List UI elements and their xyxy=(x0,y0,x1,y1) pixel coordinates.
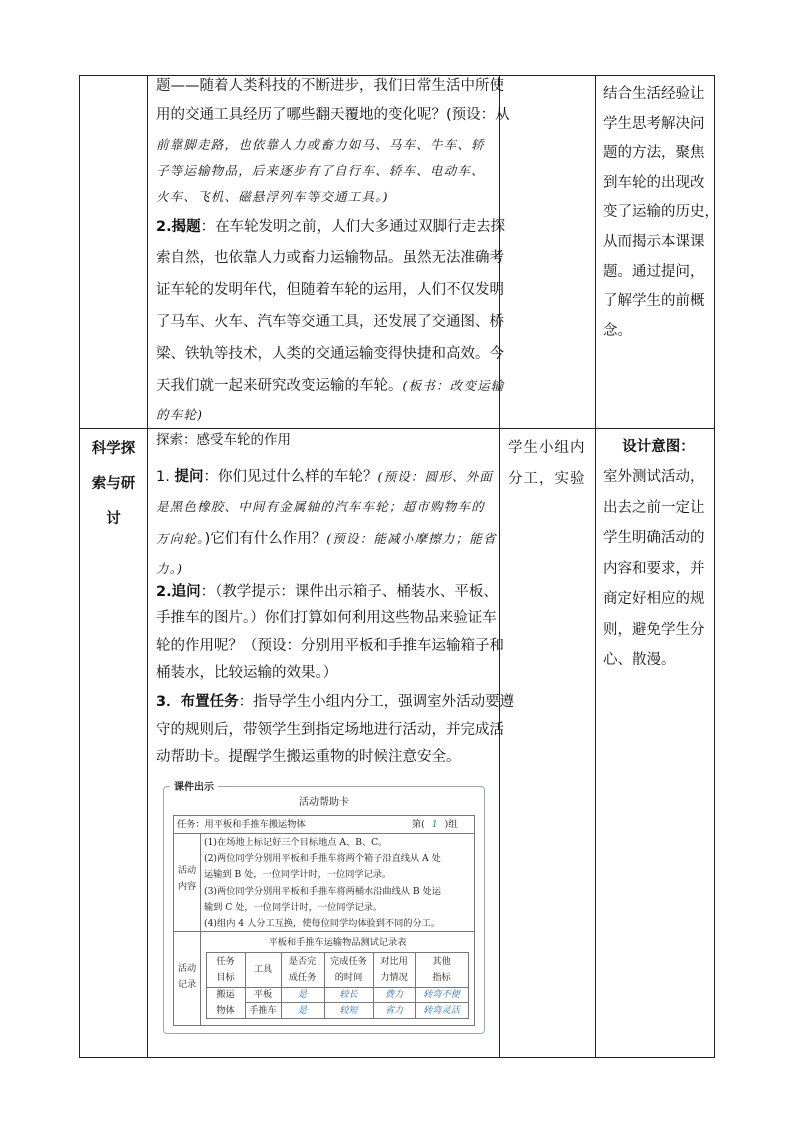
rt-header-line: 指标 xyxy=(432,972,451,984)
content-label-line: 活动 xyxy=(177,865,197,876)
intent-title: 设计意图： xyxy=(622,439,695,455)
row1-preset-1: 前靠脚走路，也依靠人力或畜力如马、马车、牛车、轿 xyxy=(156,137,485,152)
content-line: (1)在场地上标记好三个目标地点 A、B、C。 xyxy=(204,837,388,848)
rt-r1-force: 费力 xyxy=(384,989,404,1000)
rt-header-line: 的时间 xyxy=(334,972,363,984)
rt-row-target xyxy=(206,987,245,1018)
table-border-left xyxy=(79,75,80,1057)
rt-header-line: 完成任务 xyxy=(330,956,367,967)
q1-num: 1. xyxy=(156,469,175,485)
q2-label: 2.追问 xyxy=(156,584,201,600)
q1-label: 提问 xyxy=(174,469,204,485)
card-frame-right xyxy=(474,815,475,1026)
q1-preset-2: 是黑色橡胶、中间有金属轴的汽车车轮；超市购物车的 xyxy=(156,499,485,514)
intent-line: 变了运输的历史， xyxy=(603,204,719,221)
table-divider-3 xyxy=(595,75,596,1057)
rt-header-line: 其他 xyxy=(432,956,451,967)
rt-r1-other: 转弯不便 xyxy=(423,989,460,1000)
rt-r1-time: 较长 xyxy=(339,989,358,1000)
board-note: (板书：改变运输 xyxy=(402,378,505,393)
q1-preset-3: 万向轮。 xyxy=(156,531,205,546)
explore-title: 探索：感受车轮的作用 xyxy=(156,432,291,448)
intent-line: 学生思考解决问 xyxy=(603,115,705,132)
intent-line: 学生明确活动的 xyxy=(603,530,705,546)
intent-line: 出去之前一定让 xyxy=(603,499,705,516)
card-frame-top xyxy=(173,815,475,816)
student-line: 分工，实验 xyxy=(508,471,586,487)
intent-line: 商定好相应的规 xyxy=(603,591,705,607)
card-frame-bottom xyxy=(173,1025,475,1026)
table-divider-1 xyxy=(147,75,148,1057)
intent-line: 了解学生的前概 xyxy=(603,293,705,310)
q3-line-3: 动帮助卡。提醒学生搬运重物的时候注意安全。 xyxy=(156,749,461,765)
courseware-tag: 课件出示 xyxy=(170,778,218,793)
table-bottom-line xyxy=(79,1057,715,1058)
intent-line: 则，避免学生分 xyxy=(603,621,705,638)
q1-preset-5: 力。) xyxy=(156,561,184,576)
card-frame-left xyxy=(173,815,174,1026)
rt-header-tool xyxy=(245,962,281,978)
activity-help-card xyxy=(163,786,485,1034)
q3-line-2: 守的规则后，带领学生到指定场地进行活动，并完成活 xyxy=(156,722,504,738)
q1-text: ：你们见过什么样的车轮？ xyxy=(203,469,378,485)
rt-header-target xyxy=(206,954,245,986)
rt-header-line: 力情况 xyxy=(380,972,408,984)
intent-line: 室外测试活动， xyxy=(603,469,705,485)
row1-line-2: 用的交通工具经历了哪些翻天覆地的变化呢？(预设：从 xyxy=(156,107,510,123)
intent-line: 到车轮的出现改 xyxy=(603,174,705,191)
content-line: (4)组内 4 人分工互换，使每位同学均体验到不同的分工。 xyxy=(204,918,441,930)
row2-intent xyxy=(603,462,705,676)
content-label xyxy=(175,863,199,895)
stage-line: 索与研 xyxy=(91,476,136,492)
record-table-title: 平板和手推车运输物品测试记录表 xyxy=(268,937,407,948)
q2-line-1 xyxy=(156,578,498,607)
row1-reveal-line-2: 索自然，也依靠人力或畜力运输物品。虽然无法准确考 xyxy=(156,250,504,266)
rt-header-done xyxy=(281,954,324,986)
reveal-text-6: 天我们就一起来研究改变运输的车轮。 xyxy=(156,378,403,394)
rt-header-time xyxy=(324,954,373,986)
content-line: (2)两位同学分别用平板和手推车将两个箱子沿直线从 A 处 xyxy=(204,853,441,865)
intent-line: 心、散漫。 xyxy=(603,652,676,668)
q3-line-1 xyxy=(156,688,514,717)
row1-preset-3: 火车、飞机、磁悬浮列车等交通工具。) xyxy=(156,189,389,204)
intent-line: 题。通过提问， xyxy=(603,263,705,280)
q1-line-1 xyxy=(156,462,493,492)
card-title: 活动帮助卡 xyxy=(299,797,349,808)
row1-reveal-line-1 xyxy=(156,213,505,242)
rt-header-line: 工具 xyxy=(253,964,273,975)
content-line: (3)两位同学分别用平板和手推车将两桶水沿曲线从 B 处运 xyxy=(204,885,441,897)
rt-header-other xyxy=(415,954,468,986)
row1-line-1: 题——随着人类科技的不断进步，我们日常生活中所使 xyxy=(156,78,504,94)
reveal-label: 2.揭题 xyxy=(156,219,201,235)
group-prefix: 第( xyxy=(412,819,425,830)
content-line: 输到 C 处，一位同学计时，一位同学记录。 xyxy=(204,901,383,913)
q1-text-2: )它们有什么作用？ xyxy=(204,531,327,547)
row1-reveal-line-3: 证车轮的发明年代，但随着车轮的运用，人们不仅发明 xyxy=(156,282,504,298)
group-number: 1 xyxy=(431,819,438,830)
rt-header-line: 目标 xyxy=(216,972,235,984)
rt-r2-time: 较短 xyxy=(339,1005,358,1016)
row1-intent xyxy=(603,80,719,346)
group-suffix: )组 xyxy=(444,819,458,830)
content-label-line: 内容 xyxy=(177,881,197,893)
rt-r2-force: 省力 xyxy=(384,1005,404,1016)
intent-line: 结合生活经验让 xyxy=(603,86,705,102)
row1-reveal-line-6 xyxy=(156,371,504,401)
student-activity xyxy=(508,433,586,495)
q2-line-2: 手推车的图片。）你们打算如何利用这些物品来验证车 xyxy=(156,610,497,626)
card-group xyxy=(412,817,457,833)
row1-reveal-line-4: 了马车、火车、汽车等交通工具，还发展了交通图、桥 xyxy=(156,314,504,330)
intent-line: 念。 xyxy=(603,322,632,339)
content-line: 运输到 B 处，一位同学计时，一位同学记录。 xyxy=(204,869,392,881)
rt-r2-other: 转弯灵活 xyxy=(423,1005,460,1016)
q2-line-3: 轮的作用呢？（预设：分别用平板和手推车运输箱子和 xyxy=(156,638,504,654)
student-line: 学生小组内 xyxy=(508,440,586,456)
record-label-line: 活动 xyxy=(177,963,197,974)
intent-line: 从而揭示本课课 xyxy=(603,233,705,250)
rt-r2-done: 是 xyxy=(297,1005,308,1016)
rt-col-6 xyxy=(468,952,469,1019)
rt-r1-done: 是 xyxy=(297,989,308,1000)
rt-header-line: 成任务 xyxy=(288,972,317,984)
rt-r1-tool: 平板 xyxy=(253,989,273,1000)
record-label xyxy=(175,961,199,993)
row1-reveal-line-5: 梁、铁轨等技术，人类的交通运输变得快捷和高效。今 xyxy=(156,346,504,362)
q1-line-3 xyxy=(156,524,497,554)
stage-line: 科学探 xyxy=(91,441,136,457)
rt-header-force xyxy=(373,954,415,986)
card-task: 任务：用平板和手推车搬运物体 xyxy=(177,819,306,830)
q2-line-4: 桶装水，比较运输的效果。） xyxy=(156,665,338,681)
rt-header-line: 是否完 xyxy=(288,956,317,967)
record-label-line: 记录 xyxy=(177,979,197,991)
q3-label: 3．布置任务 xyxy=(156,694,239,710)
rt-target-line: 物体 xyxy=(216,1004,235,1016)
stage-label xyxy=(80,432,147,537)
board-note-end: 的车轮) xyxy=(156,407,204,422)
rt-header-line: 对比用 xyxy=(380,956,408,967)
q1-preset-4: (预设：能减小摩擦力；能省 xyxy=(326,531,497,546)
rt-r2-tool: 手推车 xyxy=(249,1005,277,1016)
stage-line: 讨 xyxy=(106,511,121,527)
rt-header-line: 任务 xyxy=(216,956,235,967)
intent-line: 题的方法，聚焦 xyxy=(603,145,705,162)
q2-text-1: ：（教学提示：课件出示箱子、桶装水、平板、 xyxy=(200,584,498,600)
row1-preset-2: 子等运输物品，后来逐步有了自行车、轿车、电动车、 xyxy=(156,163,485,178)
intent-line: 内容和要求，并 xyxy=(603,560,705,577)
q3-text-1: ：指导学生小组内分工，强调室外活动要遵 xyxy=(238,694,515,710)
card-label-divider xyxy=(200,833,201,1026)
content-text xyxy=(204,835,441,932)
q1-preset-1: (预设：圆形、外面 xyxy=(377,469,494,484)
rt-target-line: 搬运 xyxy=(216,989,235,1000)
reveal-text-1: ：在车轮发明之前，人们大多通过双脚行走去探 xyxy=(200,219,506,235)
